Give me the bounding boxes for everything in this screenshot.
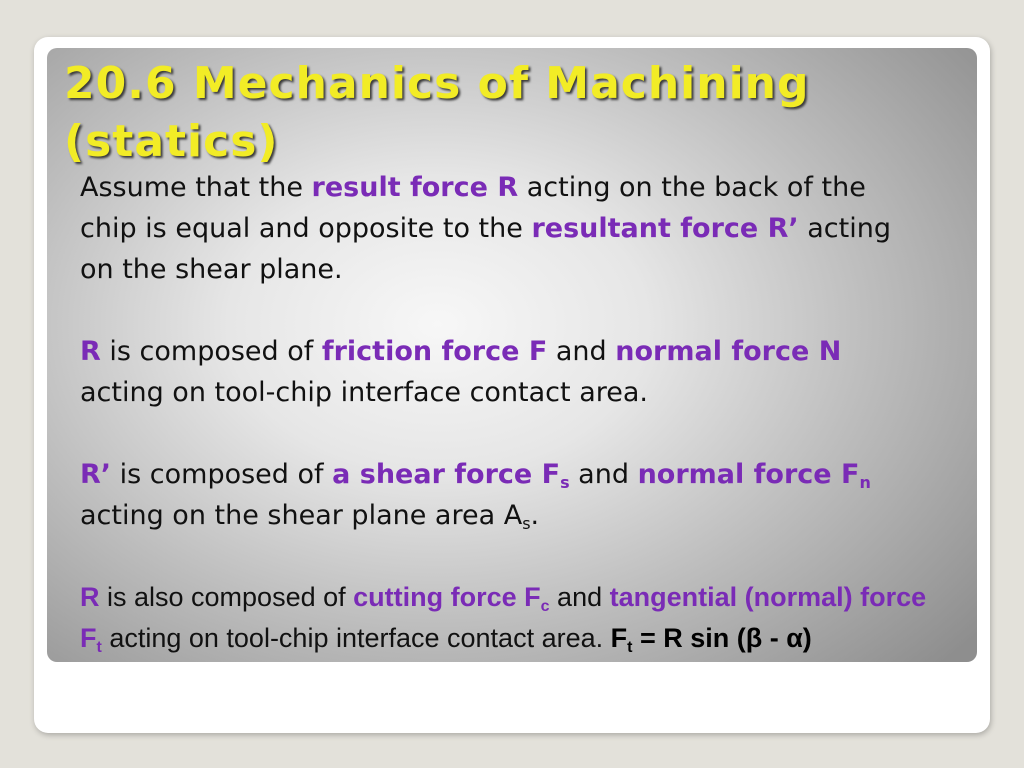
text: acting on the shear plane area A [80,500,523,531]
paragraph-cutting-force [80,577,930,659]
subscript: n [859,473,871,492]
spacer [80,536,930,577]
equation-ft-symbol: F [610,623,628,653]
text: is also composed of [99,582,354,612]
spacer [80,413,930,454]
term-tangential-force-label: tangential (normal) force F [80,582,927,653]
text: and [547,336,616,367]
text: acting on tool-chip interface contact area. [101,623,611,653]
term-r: R [80,582,100,612]
text: acting on the shear plane. [80,213,891,285]
equation-ft-rhs: = R sin (β - α) [632,623,812,653]
subscript: t [627,639,633,656]
text: acting on the back of the chip is equal and opposite to the [80,172,866,244]
term-cutting-force [353,582,550,615]
term-normal-force: normal force N [615,336,842,367]
text: . [530,500,540,531]
term-shear-force [332,459,569,490]
title-line-2: (statics) [64,116,279,167]
subscript: s [560,473,570,492]
text: and [569,459,638,490]
spacer [80,290,930,331]
term-friction-force: friction force F [321,336,548,367]
text: is composed of [111,459,333,490]
term-r: R [80,336,101,367]
term-normal-force-fn [638,459,871,490]
text: acting on tool-chip interface contact area. [80,377,648,408]
slide-body [80,167,930,659]
term-resultant-force: resultant force R’ [531,213,799,244]
text: and [549,582,610,612]
term-r-prime: R’ [80,459,112,490]
term-shear-force-label: a shear force F [332,459,561,490]
term-cutting-force-label: cutting force F [353,582,541,612]
subscript: c [540,598,550,615]
text: is composed of [100,336,322,367]
equation-ft [610,623,812,656]
subscript: s [522,514,531,533]
term-result-force: result force R [311,172,519,203]
text: Assume that the [80,172,312,203]
paragraph-result-force [80,167,930,290]
subscript: t [96,639,102,656]
paragraph-r-prime-components [80,454,930,536]
term-normal-force-label: normal force F [637,459,860,490]
slide-title [64,55,809,171]
paragraph-r-components [80,331,930,413]
title-line-1: 20.6 Mechanics of Machining [64,58,810,109]
